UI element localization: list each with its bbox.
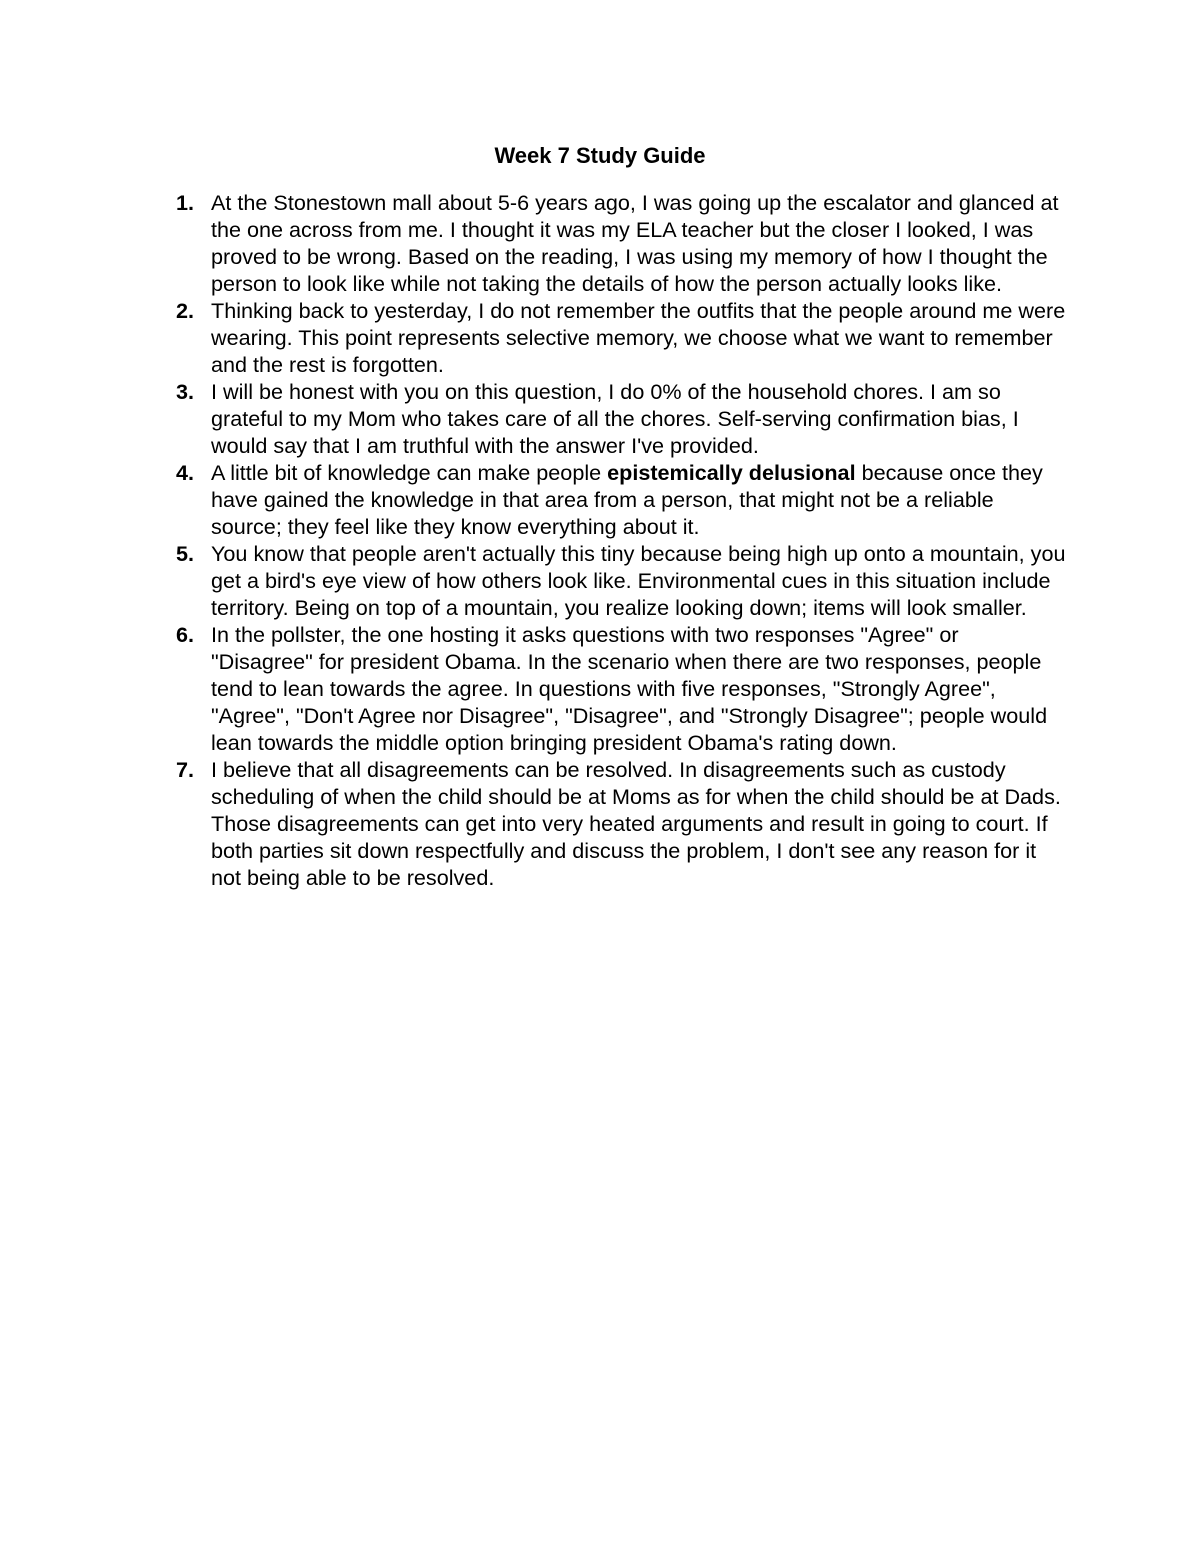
answer-number: 4.: [176, 460, 195, 485]
answer-item-3: [176, 378, 1066, 459]
answer-number: 7.: [176, 757, 195, 782]
answer-text: You know that people aren't actually this tiny because being high up onto a mountain, you get a bird's eye view of how others look like. Environmental cues in this situation include territory. Being on top of a mountain, you realize looking down; items will look smaller.: [211, 541, 1066, 620]
answer-item-7: [176, 756, 1066, 891]
answer-text: At the Stonestown mall about 5-6 years ago, I was going up the escalator and glanced at the one across from me. I thought it was my ELA teacher but the closer I looked, I was proved to be wrong. Based on the reading, I was using my memory of how I thought the person to look like while not taking the details of how the person actually looks like.: [211, 190, 1059, 296]
answer-number: 2.: [176, 298, 195, 323]
answer-item-6: [176, 621, 1066, 756]
answer-item-2: [176, 297, 1066, 378]
answer-text-after: because once they have gained the knowledge in that area from a person, that might not be a reliable source; they feel like they know everything about it.: [211, 460, 1043, 539]
answer-number: 5.: [176, 541, 195, 566]
answer-item-4: [176, 459, 1066, 540]
emphasized-term: epistemically delusional: [607, 460, 856, 485]
answer-text: I will be honest with you on this question, I do 0% of the household chores. I am so grateful to my Mom who takes care of all the chores. Self-serving confirmation bias, I would say that I am truthful with the answer I've provided.: [211, 379, 1019, 458]
answer-number: 1.: [176, 190, 195, 215]
answer-number: 3.: [176, 379, 195, 404]
answer-number: 6.: [176, 622, 195, 647]
answer-text-before: A little bit of knowledge can make people: [211, 460, 608, 485]
answer-list: [176, 189, 1066, 891]
document-title: Week 7 Study Guide: [494, 143, 706, 168]
answer-item-1: [176, 189, 1066, 297]
answer-text: I believe that all disagreements can be resolved. In disagreements such as custody scheduling of when the child should be at Moms as for when the child should be at Dads. Those disagreements can get into very heated arguments and result in going to court. If both parties sit down respectfully and discuss the problem, I don't see any reason for it not being able to be resolved.: [211, 757, 1061, 890]
answer-text: In the pollster, the one hosting it asks questions with two responses "Agree" or "Disagree" for president Obama. In the scenario when there are two responses, people tend to lean towards the agree. In questions with five responses, "Strongly Agree", "Agree", "Don't Agree nor Disagree", "Disagree", and "Strongly Disagree"; people would lean towards the middle option bringing president Obama's rating down.: [211, 622, 1048, 755]
answer-text: [211, 459, 1066, 540]
answer-item-5: [176, 540, 1066, 621]
answer-text: Thinking back to yesterday, I do not remember the outfits that the people around me were wearing. This point represents selective memory, we choose what we want to remember and the rest is forgotten.: [211, 298, 1066, 377]
